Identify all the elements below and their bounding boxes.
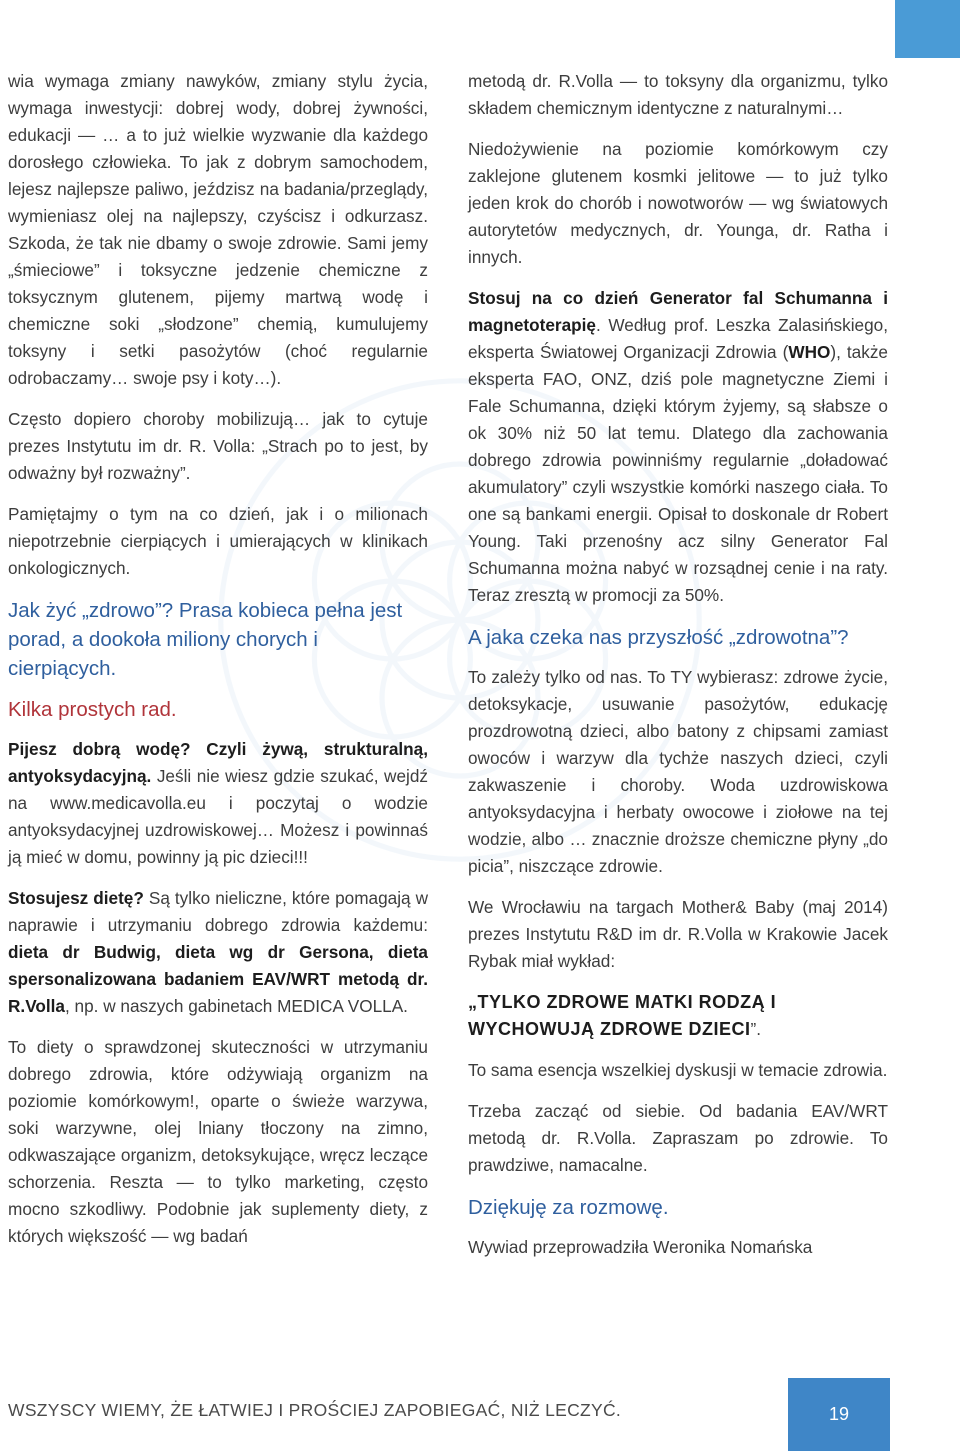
- corner-tab: [895, 0, 960, 58]
- left-column: [8, 68, 428, 1264]
- left-heading-simple-tips: Kilka prostych rad.: [8, 698, 177, 721]
- right-paragraph-5: We Wrocławiu na targach Mother& Baby (maj 2014) prezes Instytutu R&D im dr. R.Volla w Krakowie Jacek Rybak miał wykład:: [468, 897, 888, 971]
- schumann-text-b: ), także eksperta FAO, ONZ, dziś pole magnetyczne Ziemi i Fale Schumanna, dzięki którym żyjemy, są słabsze o ok 30% niż 50 lat temu. Dlatego dla zachowania dobrego zdrowia powinniśmy regularnie „doładować akumulatory” czyli wszystkie komórki naszego ciała. To one są bankami energii. Opisał to doskonale dr Robert Young. Taki przenośny acz silny Generator Fal Schumanna można nabyć w rozsądnej cenie i na raty. Teraz zresztą w promocji za 50%.: [468, 342, 888, 605]
- quote-caps: TYLKO ZDROWE MATKI RODZĄ I WYCHOWUJĄ ZDROWE DZIECI: [468, 992, 777, 1039]
- right-paragraph-2: Niedożywienie na poziomie komórkowym czy zaklejone glutenem kosmki jelitowe — to już tylko jeden krok do chorób i nowotworów — wg światowych autorytetów medycznych, dr. Younga, dr. Ratha i innych.: [468, 139, 888, 267]
- diet-question: Stosujesz dietę?: [8, 888, 144, 908]
- who-abbrev: WHO: [788, 342, 831, 362]
- left-paragraph-diet: [8, 885, 428, 1020]
- quote-close: ”.: [750, 1019, 761, 1039]
- left-paragraph-2: Często dopiero choroby mobilizują… jak to cytuje prezes Instytutu im dr. R. Volla: „Strach po to jest, by odważny był rozważny”.: [8, 409, 428, 483]
- schumann-lead: Stosuj na co dzień Generator fal Schumanna i magnetoterapię: [468, 288, 888, 335]
- schumann-text-a: . Według prof. Leszka Zalasińskiego, eksperta Światowej Organizacji Zdrowia (: [468, 315, 888, 362]
- water-text: Jeśli nie wiesz gdzie szukać, wejdź na www.medicavolla.eu i poczytaj o wodzie antyoksydacyjnej uzdrowiskowej… Możesz i powinnaś ją mieć w domu, powinny ją pic dzieci!!!: [8, 766, 428, 867]
- right-paragraph-schumann: [468, 285, 888, 609]
- page-number-box: [788, 1378, 890, 1451]
- right-paragraph-8: Trzeba zacząć od siebie. Od badania EAV/WRT metodą dr. R.Volla. Zapraszam po zdrowie. To prawdziwe, namacalne.: [468, 1101, 888, 1175]
- left-paragraph-water: [8, 736, 428, 871]
- right-paragraph-1: metodą dr. R.Volla — to toksyny dla organizmu, tylko składem chemicznym identyczne z naturalnymi…: [468, 71, 888, 118]
- right-paragraph-quote: [468, 989, 888, 1043]
- left-paragraph-1: wia wymaga zmiany nawyków, zmiany stylu życia, wymaga inwestycji: dobrej wody, dobrej żywności, edukacji — … a to już wielkie wyzwanie dla każdego dorosłego człowieka. To jak z dobrym samochodem, lejesz najlepsze paliwo, jeździsz na badania/przeglądy, wymieniasz olej na najlepszy, czyścisz i odkurzasz. Szkoda, że tak nie dbamy o swoje zdrowie. Sami jemy „śmieciowe” i toksyczne jedzenie chemiczne z toksycznym glutenem, pijemy martwą wodę i chemiczne soki „słodzone” chemią, kumulujemy toksyny i setki pasożytów (choć regularnie odrobaczamy… swoje psy i koty…).: [8, 71, 428, 388]
- right-column: [468, 68, 888, 1275]
- right-paragraph-7: To sama esencja wszelkiej dyskusji w temacie zdrowia.: [468, 1060, 888, 1080]
- quote-open: „: [468, 992, 478, 1012]
- right-paragraph-author: Wywiad przeprowadziła Weronika Nomańska: [468, 1237, 813, 1257]
- page-number: 19: [828, 1404, 850, 1424]
- diet-text-end: , np. w naszych gabinetach MEDICA VOLLA.: [64, 996, 408, 1016]
- left-paragraph-3: Pamiętajmy o tym na co dzień, jak i o milionach niepotrzebnie cierpiących i umierających w klinikach onkologicznych.: [8, 504, 428, 578]
- diet-text: Są tylko nieliczne, które pomagają w naprawie i utrzymaniu dobrego zdrowia każdemu:: [8, 888, 429, 935]
- right-paragraph-4: To zależy tylko od nas. To TY wybierasz: zdrowe życie, detoksykacje, usuwanie pasożytów, edukację prozdrowotną dzieci, albo batony z chipsami zamiast owoców i warzyw dla tychże naszych dzieci, czyli zakwaszenie i choroby. Woda uzdrowiskowa antyoksydacyjna i herbaty owocowe i ziołowe na tej wodzie, albo … znacznie droższe chemiczne płyny „do picia”, niszczące zdrowie.: [468, 667, 888, 876]
- footer-slogan: WSZYSCY WIEMY, ŻE ŁATWIEJ I PROŚCIEJ ZAPOBIEGAĆ, NIŻ LECZYĆ.: [8, 1400, 622, 1420]
- right-heading-future: A jaka czeka nas przyszłość „zdrowotna”?: [468, 626, 849, 649]
- water-question: Pijesz dobrą wodę? Czyli żywą, strukturalną, antyoksydacyjną.: [8, 739, 428, 786]
- right-heading-thanks: Dziękuję za rozmowę.: [468, 1196, 669, 1219]
- left-paragraph-6: To diety o sprawdzonej skuteczności w utrzymaniu dobrego zdrowia, które odżywiają organizm na poziomie komórkowym!, oparte o świeże warzywa, soki warzywne, olej lniany tłoczony na zimno, odkwaszające organizm, detoksykujące, wręcz leczące schorzenia. Reszta — to tylko marketing, często mocno szkodliwy. Podobnie jak suplementy diety, z których większość — wg badań: [8, 1037, 428, 1246]
- diet-list: dieta dr Budwig, dieta wg dr Gersona, dieta spersonalizowana badaniem EAV/WRT metodą dr. R.Volla: [8, 942, 428, 1016]
- left-heading-healthy-life: Jak żyć „zdrowo”? Prasa kobieca pełna jest porad, a dookoła miliony chorych i cierpiących.: [8, 599, 403, 680]
